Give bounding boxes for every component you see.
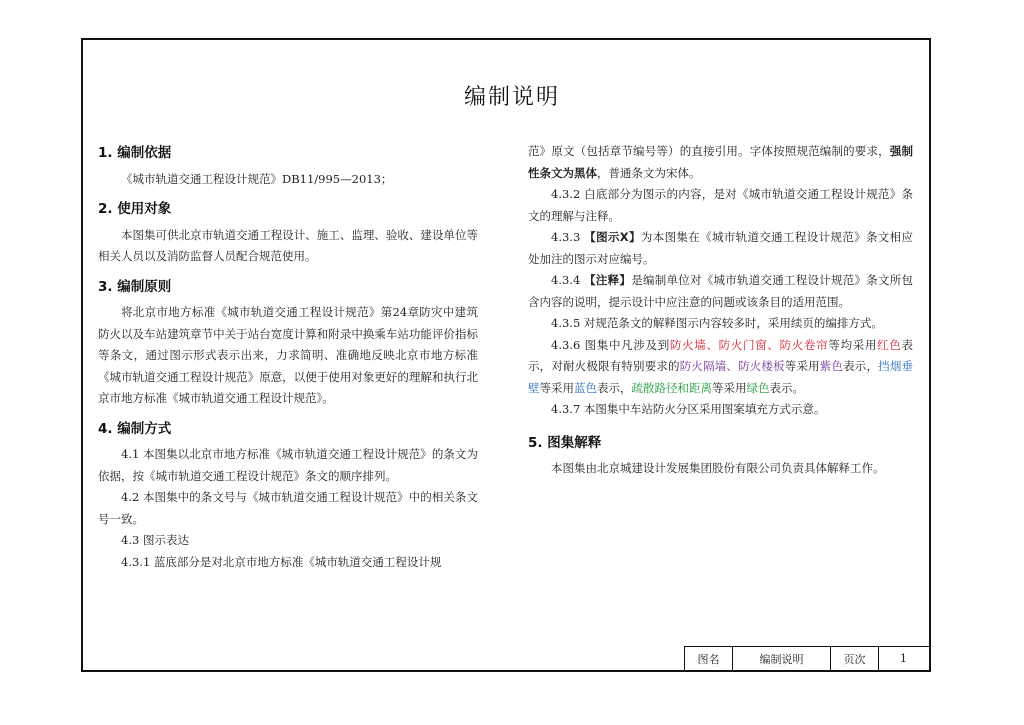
section-4-2-text: 4.2 本图集中的条文号与《城市轨道交通工程设计规范》中的相关条文号一致。 (98, 490, 478, 526)
title-block (684, 646, 929, 670)
section-4-3-1-text: 4.3.1 蓝底部分是对北京市地方标准《城市轨道交通工程设计规 (121, 554, 442, 569)
text-run-purple: 防火隔墙、防火楼板 (679, 359, 785, 373)
text-run-blue: 蓝色 (574, 380, 597, 395)
title-block-page-label: 页次 (831, 647, 879, 670)
text-run: ，普通条文为宋体。 (597, 165, 701, 180)
section-1-heading: 1. 编制依据 (98, 145, 172, 161)
text-run: 4.3.4 (551, 273, 585, 287)
text-run: 等均采用 (828, 337, 878, 352)
left-column (98, 143, 478, 573)
text-run-red: 防火墙、防火门窗、防火卷帘 (669, 337, 829, 352)
text-run: 是编制单位对《城市轨道交通工程设计规范》条文所包含内容的说明，提示设计中应注意的问题或该条目的适用范围。 (528, 273, 913, 309)
section-4-3-7-text: 4.3.7 本图集中车站防火分区采用图案填充方式示意。 (551, 402, 826, 416)
text-run: 表示， (597, 380, 632, 395)
text-run: 表示。 (769, 380, 804, 395)
text-run: 等采用 (539, 380, 574, 395)
title-block-page-number: 1 (900, 652, 907, 665)
section-1-text: 《城市轨道交通工程设计规范》DB11/995—2013； (121, 171, 393, 186)
text-run-blue: 挡烟垂壁 (528, 359, 913, 395)
section-4-3-6-text (528, 335, 913, 400)
text-run: 为本图集在《城市轨道交通工程设计规范》条文相应处加注的图示对应编号。 (528, 230, 913, 266)
section-4-1-text: 4.1 本图集以北京市地方标准《城市轨道交通工程设计规范》的条文为依据，按《城市轨道交通工程设计规范》条文的顺序排列。 (98, 447, 478, 483)
text-run-bold: 强制性条文为黑体 (528, 144, 913, 180)
section-4-3-2-text: 4.3.2 白底部分为图示的内容，是对《城市轨道交通工程设计规范》条文的理解与注释。 (528, 187, 913, 223)
title-block-name-label: 图名 (685, 647, 733, 670)
text-run-purple: 紫色 (819, 359, 844, 373)
section-5-heading: 5. 图集解释 (528, 434, 602, 451)
section-4-3-5-text: 4.3.5 对规范条文的解释图示内容较多时，采用续页的编排方式。 (551, 316, 883, 330)
title-block-name: 编制说明 (733, 647, 831, 670)
text-run: 表示， (843, 359, 879, 373)
text-run-green: 疏散路径和距离 (631, 380, 712, 395)
text-run-red: 红色 (877, 337, 902, 352)
page-title: 编制说明 (463, 85, 560, 110)
text-run: 等采用 (712, 380, 747, 395)
section-3-text: 将北京市地方标准《城市轨道交通工程设计规范》第24章防灾中建筑防火以及车站建筑章节中关于站台宽度计算和附录中换乘车站功能评价指标等条文，通过图示形式表示出来，力求简明、准确地反映北京市地方标准《城市轨道交通工程设计规范》原意，以便于使用对象更好的理解和执行北京市地方标准《城市轨道交通工程设计规范》。 (98, 305, 478, 405)
paragraph-continuation (528, 141, 913, 184)
text-run: 等采用 (784, 359, 820, 373)
text-run: 4.3.3 (551, 230, 585, 244)
section-4-3-text: 4.3 图示表达 (121, 533, 189, 547)
text-run-green: 绿色 (746, 380, 770, 395)
section-2-text: 本图集可供北京市轨道交通工程设计、施工、监理、验收、建设单位等相关人员以及消防监督人员配合规范使用。 (98, 227, 478, 263)
section-3-heading: 3. 编制原则 (98, 278, 172, 295)
text-run-bold: 【注释】 (584, 273, 632, 287)
text-run: 4.3.6 图集中凡涉及到 (551, 337, 670, 352)
section-2-heading: 2. 使用对象 (98, 201, 172, 217)
text-run-bold: 【图示X】 (584, 230, 641, 244)
section-5-text: 本图集由北京城建设计发展集团股份有限公司负责具体解释工作。 (551, 461, 885, 475)
text-run: 表示，对耐火极限有特别要求的 (528, 337, 914, 373)
right-column (528, 141, 913, 480)
section-4-3-4-text (528, 270, 913, 313)
text-run: 范》原文（包括章节编号等）的直接引用。字体按照规范编制的要求， (528, 144, 890, 158)
section-4-heading: 4. 编制方式 (98, 420, 172, 437)
section-4-3-3-text (528, 227, 913, 270)
